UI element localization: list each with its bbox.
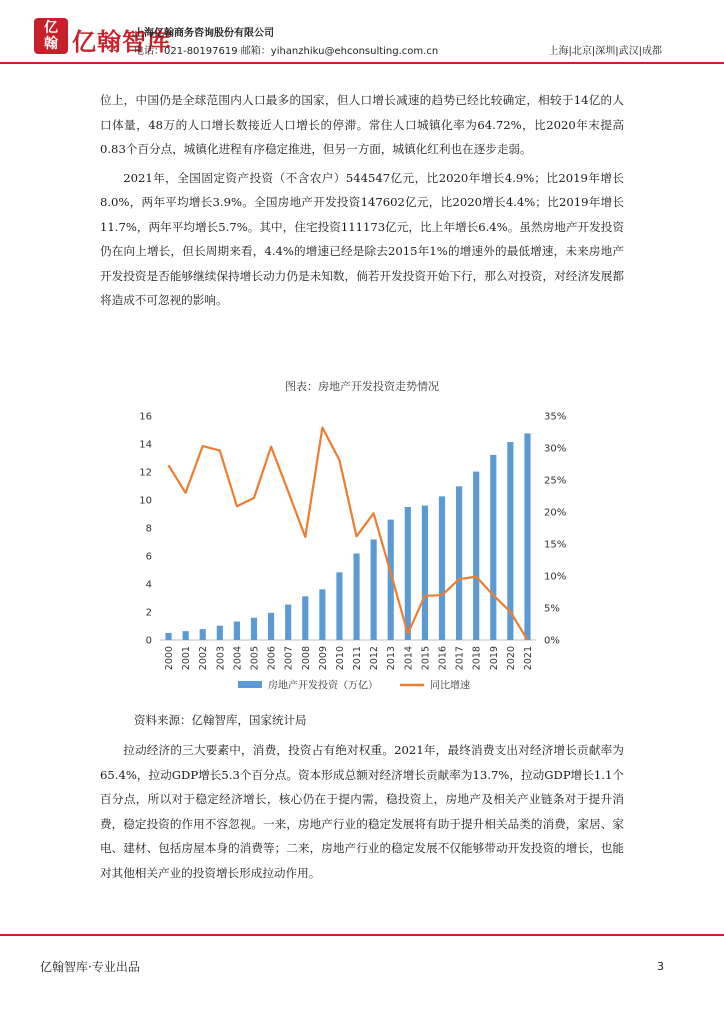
bar-2021 — [524, 433, 530, 640]
bar-2015 — [422, 506, 428, 640]
bar-2007 — [285, 605, 291, 640]
company-name: 上海亿翰商务咨询股份有限公司 — [134, 28, 274, 39]
bar-2016 — [439, 496, 445, 640]
footer-brand: 亿翰智库·专业出品 — [40, 960, 140, 974]
office-cities: 上海|北京|深圳|武汉|成都 — [548, 46, 662, 57]
bar-2006 — [268, 613, 274, 640]
x-tick-label: 2010 — [334, 646, 346, 671]
x-tick-label: 2003 — [215, 646, 227, 671]
bar-2012 — [371, 539, 377, 640]
bar-2002 — [200, 629, 206, 640]
bar-2004 — [234, 622, 240, 640]
bar-2005 — [251, 618, 257, 640]
right-tick-label: 15% — [544, 539, 567, 551]
bar-2008 — [302, 596, 308, 640]
chart-legend — [238, 679, 470, 692]
right-tick-label: 5% — [544, 603, 560, 615]
x-tick-label: 2007 — [283, 646, 295, 671]
bar-2017 — [456, 486, 462, 640]
x-tick-label: 2021 — [522, 646, 534, 671]
x-tick-label: 2014 — [403, 646, 415, 671]
logo-seal — [34, 18, 68, 54]
bar-2001 — [183, 631, 189, 640]
left-tick-label: 16 — [139, 411, 152, 423]
left-tick-label: 8 — [145, 523, 152, 535]
left-tick-label: 14 — [139, 439, 152, 451]
bar-2009 — [319, 589, 325, 640]
bar-2019 — [490, 455, 496, 640]
chart-title: 图表：房地产开发投资走势情况 — [285, 380, 439, 393]
x-tick-label: 2012 — [369, 646, 381, 671]
x-tick-label: 2008 — [300, 646, 312, 671]
bar-2011 — [353, 553, 359, 640]
right-tick-label: 0% — [544, 635, 560, 647]
x-tick-label: 2015 — [420, 646, 432, 671]
header-rule — [0, 62, 724, 64]
left-tick-label: 2 — [145, 607, 152, 619]
bar-2010 — [336, 572, 342, 640]
contact-info: 电话：021-80197619 邮箱：yihanzhiku@ehconsulting.com.cn — [134, 46, 439, 57]
body-text-top — [100, 88, 624, 313]
x-tick-label: 2000 — [164, 646, 176, 671]
left-tick-label: 10 — [139, 495, 152, 507]
x-tick-label: 2009 — [317, 646, 329, 671]
x-tick-label: 2011 — [352, 646, 364, 671]
legend-bar-swatch — [238, 681, 262, 688]
x-tick-label: 2018 — [471, 646, 483, 671]
footer-rule — [0, 934, 724, 936]
right-tick-label: 10% — [544, 571, 567, 583]
investment-chart — [130, 400, 580, 700]
right-tick-label: 20% — [544, 507, 567, 519]
source-note: 资料来源：亿翰智库，国家统计局 — [134, 713, 307, 727]
logo-seal-char: 亿 — [44, 20, 58, 36]
legend-line-label: 同比增速 — [430, 680, 470, 692]
right-tick-label: 25% — [544, 475, 567, 487]
body-text-bottom — [100, 734, 624, 885]
x-tick-label: 2006 — [266, 646, 278, 671]
bar-2003 — [217, 626, 223, 640]
x-tick-label: 2016 — [437, 646, 449, 671]
bar-series — [165, 433, 530, 640]
logo-text: 亿翰智库 — [72, 28, 172, 56]
x-tick-label: 2020 — [505, 646, 517, 671]
x-tick-label: 2005 — [249, 646, 261, 671]
x-tick-label: 2002 — [198, 646, 210, 671]
bar-2014 — [405, 507, 411, 640]
page-header — [0, 0, 724, 70]
left-tick-label: 12 — [139, 467, 152, 479]
right-tick-label: 35% — [544, 411, 567, 423]
x-tick-label: 2013 — [386, 646, 398, 671]
bar-2000 — [165, 633, 171, 640]
page-number: 3 — [657, 960, 664, 973]
left-tick-label: 6 — [145, 551, 152, 563]
x-tick-label: 2019 — [488, 646, 500, 671]
right-tick-label: 30% — [544, 443, 567, 455]
paragraph-investment: 2021年，全国固定资产投资（不含农户）544547亿元，比2020年增长4.9%；比2019年增长8.0%，两年平均增长3.9%。全国房地产开发投资147602亿元，比2020增长4.4%；比2019年增长11.7%，两年平均增长5.7%。其中，住宅投资111173亿元，比上年增长6.4%。虽然房地产开发投资仍在向上增长，但长周期来看，4.4%的增速已经是除去2015年1%的增速外的最低增速，未来房地产开发投资是否能够继续保持增长动力仍是未知数，倘若开发投资开始下行，那么对投资，对经济发展都将造成不可忽视的影响。 — [100, 170, 624, 307]
logo-seal-char: 翰 — [44, 36, 58, 52]
left-tick-label: 0 — [145, 635, 152, 647]
paragraph-consumption: 拉动经济的三大要素中，消费，投资占有绝对权重。2021年，最终消费支出对经济增长贡献率为65.4%，拉动GDP增长5.3个百分点。资本形成总额对经济增长贡献率为13.7%，拉动GDP增长1.1个百分点，所以对于稳定经济增长，核心仍在于提内需，稳投资上，房地产及相关产业链条对于提升消费，稳定投资的作用不容忽视。一来，房地产行业的稳定发展将有助于提升相关品类的消费，家居、家电、建材、包括房屋本身的消费等；二来，房地产行业的稳定发展不仅能够带动开发投资的增长，也能对其他相关产业的投资增长形成拉动作用。 — [100, 743, 624, 880]
bar-2018 — [473, 472, 479, 640]
x-tick-label: 2017 — [454, 646, 466, 671]
legend-bar-label: 房地产开发投资（万亿） — [268, 680, 378, 692]
x-tick-label: 2001 — [181, 646, 193, 671]
paragraph-population: 位上，中国仍是全球范围内人口最多的国家，但人口增长减速的趋势已经比较确定，相较于14亿的人口体量，48万的人口增长数接近人口增长的停滞。常住人口城镇化率为64.72%，比2020年末提高0.83个百分点，城镇化进程有序稳定推进，但另一方面，城镇化红利也在逐步走弱。 — [100, 93, 624, 156]
x-tick-label: 2004 — [232, 646, 244, 671]
left-tick-label: 4 — [145, 579, 152, 591]
